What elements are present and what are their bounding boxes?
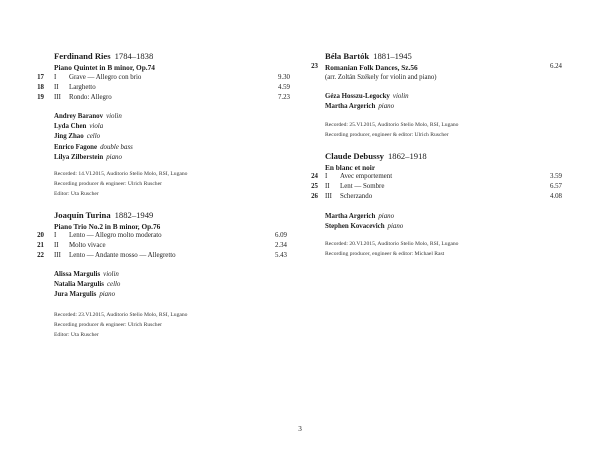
track-number: 24 xyxy=(311,173,318,180)
composer-heading xyxy=(325,151,427,161)
producer-line: Recording producer & engineer: Ulrich Ruscher xyxy=(54,321,162,328)
recording-credits xyxy=(54,170,187,199)
track-number: 19 xyxy=(37,94,44,101)
track-row xyxy=(300,183,600,193)
track-duration: 6.09 xyxy=(274,232,287,239)
recording-credits xyxy=(54,311,187,340)
producer-line: Recording producer & engineer: Ulrich Ruscher xyxy=(54,180,162,187)
performer xyxy=(54,132,133,142)
track-number: 26 xyxy=(311,193,318,200)
performer-name: Natalia Margulis xyxy=(54,281,104,289)
movement-numeral: III xyxy=(325,193,332,200)
performer-list xyxy=(54,112,133,163)
performer-role: violin xyxy=(392,93,409,100)
track-title: Rondo: Allegro xyxy=(69,94,112,101)
performer xyxy=(54,112,133,122)
composer-heading xyxy=(54,210,153,220)
performer xyxy=(54,280,120,290)
track-title: Scherzando xyxy=(340,193,373,200)
track-title: Romanian Folk Dances, Sz.56 xyxy=(325,63,418,72)
movement-numeral: II xyxy=(325,183,330,190)
recorded-line: Recorded: 14.VI.2015, Auditorio Stelio Molo, RSI, Lugano xyxy=(54,171,188,177)
performer xyxy=(54,153,133,163)
performer xyxy=(54,143,133,153)
track-duration: 3.59 xyxy=(549,173,562,180)
composer-dates: 1881–1945 xyxy=(373,51,412,61)
track-number: 17 xyxy=(37,74,44,81)
producer-line: Recording producer, engineer & editor: Michael Rast xyxy=(325,250,445,257)
performer xyxy=(54,122,133,132)
track-duration: 4.59 xyxy=(277,84,290,91)
recording-credits xyxy=(325,121,458,141)
track-row xyxy=(0,232,300,242)
movement-numeral: I xyxy=(54,232,57,239)
track-duration: 5.43 xyxy=(274,252,287,259)
performer xyxy=(54,290,120,300)
performer-list xyxy=(325,92,409,112)
track-duration: 2.34 xyxy=(274,242,287,249)
track-row xyxy=(300,63,600,73)
track-title: Lento — Allegro molto moderato xyxy=(69,232,162,239)
composer-dates: 1784–1838 xyxy=(114,51,154,61)
performer-role: viola xyxy=(89,123,104,131)
performer xyxy=(325,102,409,112)
track-number: 20 xyxy=(37,232,44,239)
arrangement-note: (arr. Zoltán Székely for violin and piano) xyxy=(325,74,437,81)
composer-name: Claude Debussy xyxy=(325,151,384,161)
track-number: 23 xyxy=(311,63,318,70)
work-title: Piano Trio No.2 in B minor, Op.76 xyxy=(54,222,161,231)
performer-name: Martha Argerich xyxy=(325,213,376,220)
movement-numeral: I xyxy=(54,74,57,81)
performer-list xyxy=(54,270,120,301)
movement-numeral: I xyxy=(325,173,328,180)
performer xyxy=(325,222,403,232)
recorded-line: Recorded: 23.VI.2015, Auditorio Stelio Molo, RSI, Lugano xyxy=(54,312,188,318)
movement-numeral: III xyxy=(54,94,61,101)
movement-numeral: III xyxy=(54,252,61,259)
track-duration: 6.57 xyxy=(549,183,562,190)
composer-name: Ferdinand Ries xyxy=(54,51,111,61)
track-duration: 7.23 xyxy=(277,94,290,101)
recorded-line: Recorded: 25.VI.2015, Auditorio Stelio Molo, RSI, Lugano xyxy=(325,122,459,128)
performer-role: violin xyxy=(106,113,122,120)
performer-name: Enrico Fagone xyxy=(54,143,98,151)
track-title: Grave — Allegro con brio xyxy=(69,74,142,81)
performer-name: Stephen Kovacevich xyxy=(325,223,385,231)
track-row xyxy=(0,84,300,94)
track-number: 22 xyxy=(37,252,44,259)
composer-heading xyxy=(325,51,412,61)
track-number: 18 xyxy=(37,84,44,91)
performer-name: Jing Zhao xyxy=(54,133,84,141)
performer-role: piano xyxy=(378,103,395,111)
track-number: 21 xyxy=(37,242,44,249)
track-row xyxy=(300,173,600,183)
track-row xyxy=(300,193,600,203)
performer xyxy=(54,270,120,280)
work-title: Piano Quintet in B minor, Op.74 xyxy=(54,63,155,72)
performer-role: double bass xyxy=(100,143,133,151)
track-number: 25 xyxy=(311,183,318,190)
composer-name: Béla Bartók xyxy=(325,51,370,61)
performer-list xyxy=(325,212,403,232)
page-number: 3 xyxy=(298,425,302,433)
track-duration: 9.30 xyxy=(277,74,290,81)
composer-name: Joaquín Turina xyxy=(54,210,111,220)
track-row xyxy=(0,252,300,262)
performer-name: Géza Hosszu-Legocky xyxy=(325,93,390,100)
performer-name: Alissa Margulis xyxy=(54,271,101,278)
track-row xyxy=(0,94,300,104)
track-title: Avec emportement xyxy=(340,173,393,180)
movement-numeral: II xyxy=(54,84,59,91)
performer-role: piano xyxy=(106,153,122,161)
track-title: Lent — Sombre xyxy=(340,183,385,190)
composer-dates: 1862–1918 xyxy=(387,151,427,161)
performer-name: Andrey Baranov xyxy=(54,113,104,120)
track-row xyxy=(0,242,300,252)
performer-role: violin xyxy=(103,271,119,278)
composer-heading xyxy=(54,51,153,61)
producer-line: Recording producer, engineer & editor: Ulrich Ruscher xyxy=(325,131,449,138)
performer-role: piano xyxy=(387,223,404,231)
performer-name: Martha Argerich xyxy=(325,103,376,111)
recording-credits xyxy=(325,240,458,260)
track-duration: 6.24 xyxy=(549,63,562,70)
performer-role: cello xyxy=(106,281,121,289)
movement-numeral: II xyxy=(54,242,59,249)
performer-role: cello xyxy=(86,133,101,141)
track-row xyxy=(0,74,300,84)
track-title: Larghetto xyxy=(69,84,96,91)
performer xyxy=(325,92,409,102)
track-duration: 4.08 xyxy=(549,193,562,200)
performer-name: Lilya Zilberstein xyxy=(54,153,104,161)
editor-line: Editor: Uta Ruscher xyxy=(54,190,99,197)
track-title: Lento — Andante mosso — Allegretto xyxy=(69,252,176,259)
work-title: En blanc et noir xyxy=(325,163,376,172)
performer-role: piano xyxy=(378,213,395,220)
editor-line: Editor: Uta Ruscher xyxy=(54,331,99,338)
performer-name: Jura Margulis xyxy=(54,291,97,299)
recorded-line: Recorded: 20.VI.2015, Auditorio Stelio Molo, RSI, Lugano xyxy=(325,241,459,247)
composer-dates: 1882–1949 xyxy=(114,210,154,220)
performer-name: Lyda Chen xyxy=(54,123,87,131)
track-title: Molto vivace xyxy=(69,242,106,249)
performer-role: piano xyxy=(99,291,116,299)
performer xyxy=(325,212,403,222)
